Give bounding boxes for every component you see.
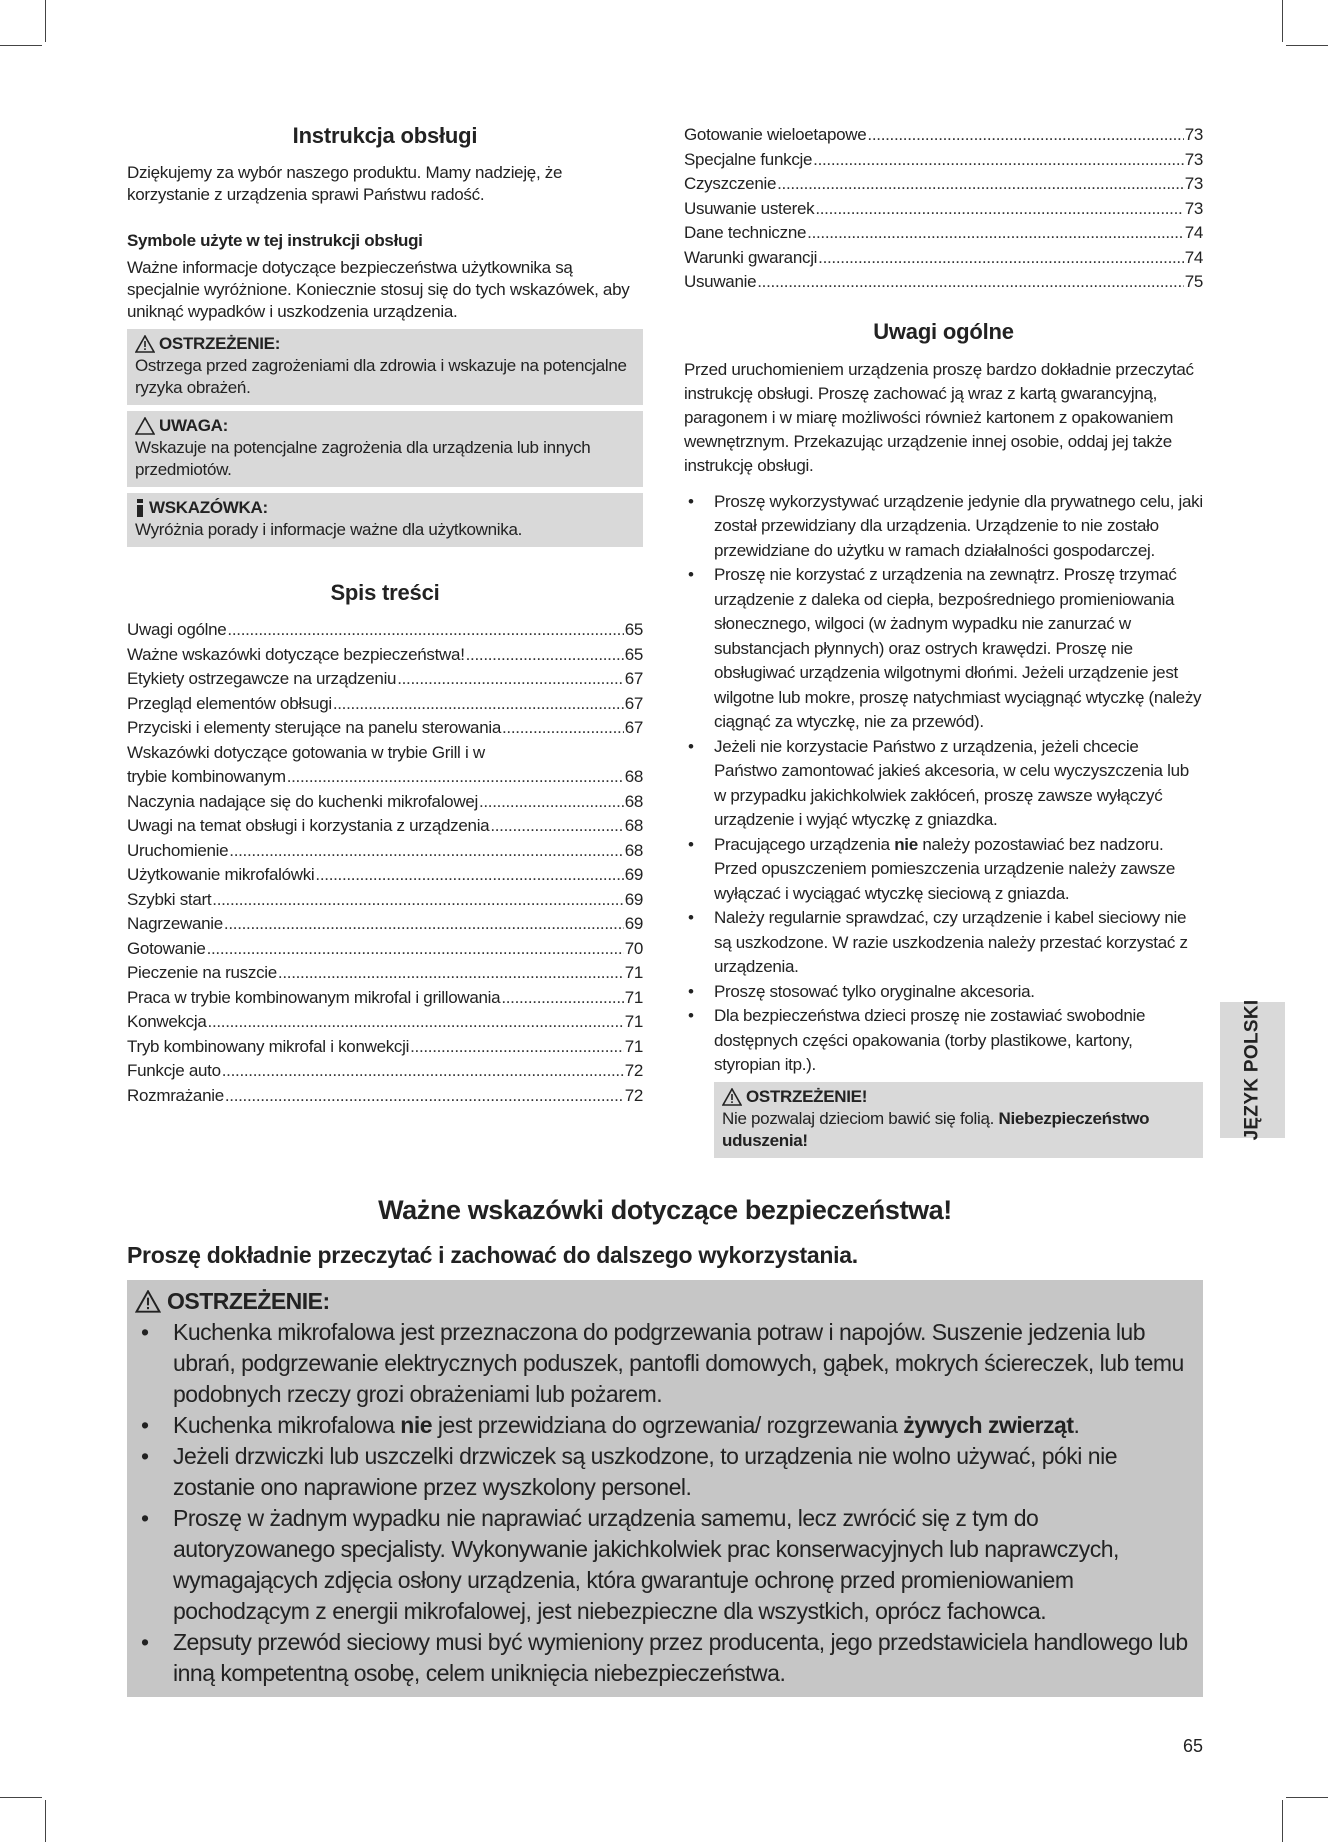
hint-text: Wyróżnia porady i informacje ważne dla użytkownika. <box>135 520 523 539</box>
toc-row[interactable]: Funkcje auto ..... 72 <box>127 1060 643 1085</box>
list-item: • Zepsuty przewód sieciowy musi być wymieniony przez producenta, jego przedstawiciela handlowego lub inną kompetentną osobę, celem uniknięcia niebezpieczeństwa. <box>135 1627 1195 1689</box>
safety-subtitle: Proszę dokładnie przeczytać i zachować do dalszego wykorzystania. <box>127 1242 858 1268</box>
toc-row[interactable]: Gotowanie wieloetapowe ..... 73 <box>684 124 1203 149</box>
safety-warning-box <box>127 1280 1203 1697</box>
list-item: • Jeżeli nie korzystacie Państwo z urządzenia, jeżeli chcecie Państwo zamontować jakieś akcesoria, w celu wyczyszczenia lub w przypadku jakichkolwiek zakłóceń, proszę zawsze wyłączyć urządzenie i wyjąć wtyczkę z gniazdka. <box>684 735 1203 833</box>
crop-mark <box>45 1800 46 1842</box>
toc-row-multiline-first[interactable]: Wskazówki dotyczące gotowania w trybie Grill i w <box>127 742 485 762</box>
list-item: • Proszę wykorzystywać urządzenie jedynie dla prywatnego celu, jaki został przewidziany dla urządzenia. Urządzenie to nie zostało przewidziane do użytku w ramach działalności gospodarczej. <box>684 490 1203 564</box>
list-item: • Kuchenka mikrofalowa jest przeznaczona do podgrzewania potraw i napojów. Suszenie jedzenia lub ubrań, podgrzewanie elektrycznych poduszek, pantofli domowych, gąbek, mokrych ściereczek, lub temu podobnych rzeczy grozi obrażeniami lub pożarem. <box>135 1317 1195 1410</box>
list-item: • Należy regularnie sprawdzać, czy urządzenie i kabel sieciowy nie są uszkodzone. W razie uszkodzenia należy przestać korzystać z urządzenia. <box>684 906 1203 980</box>
caution-triangle-icon <box>135 417 155 435</box>
hint-box <box>127 493 643 547</box>
warning-label: OSTRZEŻENIE: <box>159 334 281 353</box>
warning-triangle-icon <box>135 335 155 353</box>
children-warning-box <box>714 1082 1203 1158</box>
page-number: 65 <box>1183 1736 1204 1756</box>
toc-row[interactable]: Ważne wskazówki dotyczące bezpieczeństwa! ..... 65 <box>127 644 643 669</box>
crop-mark <box>0 1797 42 1798</box>
toc-row[interactable]: Gotowanie ..... 70 <box>127 938 643 963</box>
toc-row[interactable]: Dane techniczne ..... 74 <box>684 222 1203 247</box>
toc-row-multiline-second[interactable]: trybie kombinowanym ..... 68 <box>127 766 643 791</box>
crop-mark <box>1286 45 1328 46</box>
warning-box <box>127 329 643 405</box>
toc-row[interactable]: Warunki gwarancji ..... 74 <box>684 247 1203 272</box>
crop-mark <box>0 45 42 46</box>
toc-row[interactable]: Uwagi ogólne ..... 65 <box>127 619 643 644</box>
safety-title: Ważne wskazówki dotyczące bezpieczeństwa! <box>378 1195 952 1225</box>
list-item: • Pracującego urządzenia nie należy pozostawiać bez nadzoru. Przed opuszczeniem pomieszczenia urządzenie należy zawsze wyłączać i wyciągać wtyczkę sieciową z gniazda. <box>684 833 1203 907</box>
warning-triangle-icon <box>135 1290 161 1313</box>
general-notes-text: Przed uruchomieniem urządzenia proszę bardzo dokładnie przeczytać instrukcję obsługi. Proszę zachować ją wraz z kartą gwarancyjną, paragonem i w miarę możliwości również kartonem z opakowaniem wewnętrznym. Przekazując urządzenie innej osobie, oddaj jej także instrukcję obsługi. <box>684 359 1194 475</box>
general-notes-list <box>684 490 1203 1078</box>
toc-row[interactable]: Szybki start ..... 69 <box>127 889 643 914</box>
toc-row[interactable]: Specjalne funkcje ..... 73 <box>684 149 1203 174</box>
toc-row[interactable]: Konwekcja ..... 71 <box>127 1011 643 1036</box>
toc-row[interactable]: Nagrzewanie ..... 69 <box>127 913 643 938</box>
safety-section <box>127 1192 1203 1697</box>
toc-row[interactable]: Rozmrażanie ..... 72 <box>127 1085 643 1110</box>
info-icon <box>135 499 145 517</box>
toc-row[interactable]: Przyciski i elementy sterujące na panelu sterowania ..... 67 <box>127 717 643 742</box>
toc-left <box>127 619 643 1109</box>
list-item: • Dla bezpieczeństwa dzieci proszę nie zostawiać swobodnie dostępnych części opakowania (torby plastikowe, kartony, styropian itp.). <box>684 1004 1203 1078</box>
crop-mark <box>45 0 46 42</box>
symbols-text: Ważne informacje dotyczące bezpieczeństwa użytkownika są specjalnie wyróżnione. Koniecznie stosuj się do tych wskazówek, aby uniknąć wypadków i uszkodzenia urządzenia. <box>127 258 630 321</box>
list-item: • Jeżeli drzwiczki lub uszczelki drzwiczek są uszkodzone, to urządzenia nie wolno używać, póki nie zostanie ono naprawione przez wyszkolony personel. <box>135 1441 1195 1503</box>
general-notes-title: Uwagi ogólne <box>873 318 1014 344</box>
toc-row[interactable]: Użytkowanie mikrofalówki ..... 69 <box>127 864 643 889</box>
toc-row[interactable]: Przegląd elementów obłsugi ..... 67 <box>127 693 643 718</box>
toc-row[interactable]: Pieczenie na ruszcie ..... 71 <box>127 962 643 987</box>
toc-right <box>684 124 1203 296</box>
symbols-heading: Symbole użyte w tej instrukcji obsługi <box>127 231 423 250</box>
toc-row[interactable]: Tryb kombinowany mikrofal i konwekcji ..... 71 <box>127 1036 643 1061</box>
crop-mark <box>1282 0 1283 42</box>
crop-mark <box>1282 1800 1283 1842</box>
caution-label: UWAGA: <box>159 416 229 435</box>
warning-text: Ostrzega przed zagrożeniami dla zdrowia i wskazuje na potencjalne ryzyka obrażeń. <box>135 356 627 397</box>
list-item: • Proszę nie korzystać z urządzenia na zewnątrz. Proszę trzymać urządzenie z daleka od ciepła, bezpośredniego promieniowania słonecznego, wilgoci (w żadnym wypadku nie zanurzać w substancjach płynnych) oraz ostrych krawędzi. Proszę nie obsługiwać urządzenia wilgotnymi dłońmi. Jeżeli urządzenie jest wilgotne lub mokre, proszę natychmiast wyciągnąć wtyczkę (należy ciągnąć za wtyczkę, nie za przewód). <box>684 563 1203 735</box>
right-column <box>684 124 1203 1158</box>
children-warning-text: Nie pozwalaj dzieciom bawić się folią. Niebezpieczeństwo uduszenia! <box>722 1108 1150 1150</box>
left-column <box>127 122 643 1109</box>
toc-row[interactable]: Praca w trybie kombinowanym mikrofal i grillowania ..... 71 <box>127 987 643 1012</box>
crop-mark <box>1286 1797 1328 1798</box>
list-item: • Kuchenka mikrofalowa nie jest przewidziana do ogrzewania/ rozgrzewania żywych zwierząt. <box>135 1410 1195 1441</box>
caution-text: Wskazuje na potencjalne zagrożenia dla urządzenia lub innych przedmiotów. <box>135 438 591 479</box>
language-label: JĘZYK POLSKI <box>1241 999 1263 1141</box>
manual-title: Instrukcja obsługi <box>292 123 478 148</box>
toc-row[interactable]: Etykiety ostrzegawcze na urządzeniu ..... 67 <box>127 668 643 693</box>
safety-warning-label: OSTRZEŻENIE: <box>167 1288 330 1314</box>
language-side-tab <box>1220 999 1285 1141</box>
toc-row[interactable]: Naczynia nadające się do kuchenki mikrofalowej ..... 68 <box>127 791 643 816</box>
toc-row[interactable]: Uwagi na temat obsługi i korzystania z urządzenia ..... 68 <box>127 815 643 840</box>
safety-list <box>135 1317 1195 1689</box>
warning-triangle-icon <box>722 1088 742 1106</box>
list-item: • Proszę w żadnym wypadku nie naprawiać urządzenia samemu, lecz zwrócić się z tym do autoryzowanego specjalisty. Wykonywanie jakichkolwiek prac konserwacyjnych lub naprawczych, wymagających zdjęcia osłony urządzenia, która gwarantuje ochronę przed promieniowaniem pochodzącym z energii mikrofalowej, jest niebezpieczne dla wszystkich, oprócz fachowca. <box>135 1503 1195 1627</box>
toc-row[interactable]: Usuwanie ..... 75 <box>684 271 1203 296</box>
caution-box <box>127 411 643 487</box>
toc-row[interactable]: Usuwanie usterek ..... 73 <box>684 198 1203 223</box>
intro-text: Dziękujemy za wybór naszego produktu. Mamy nadzieję, że korzystanie z urządzenia sprawi Państwu radość. <box>127 163 563 204</box>
hint-label: WSKAZÓWKA: <box>149 498 268 517</box>
toc-title: Spis treści <box>330 580 440 605</box>
children-warning-label: OSTRZEŻENIE! <box>746 1086 868 1106</box>
toc-row[interactable]: Czyszczenie ..... 73 <box>684 173 1203 198</box>
list-item: • Proszę stosować tylko oryginalne akcesoria. <box>684 980 1203 1005</box>
toc-row[interactable]: Uruchomienie ..... 68 <box>127 840 643 865</box>
